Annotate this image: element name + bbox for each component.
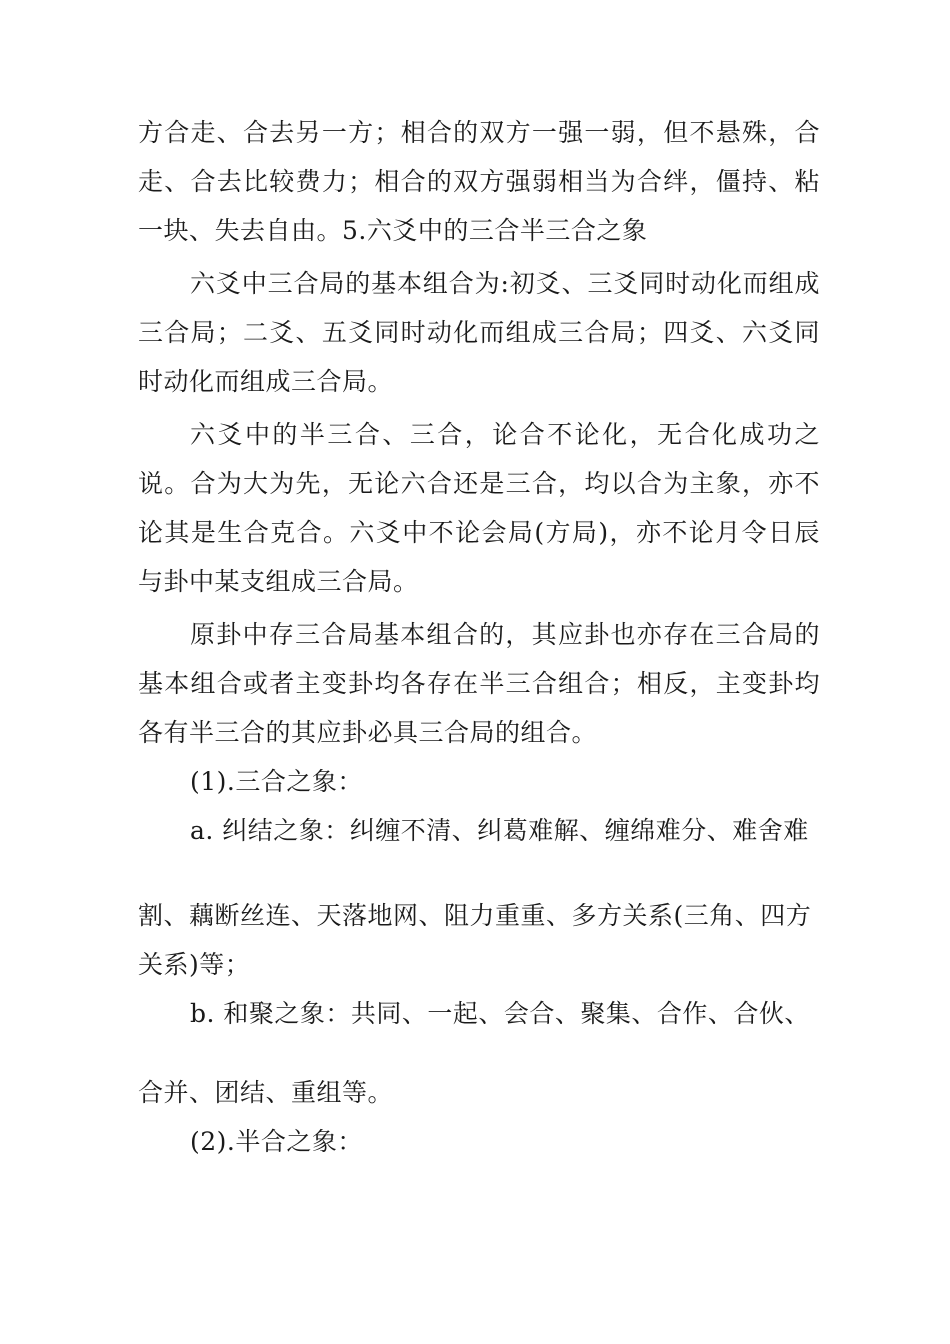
heading-half-combination: (2).半合之象：: [190, 1127, 363, 1156]
heading-three-combination: (1).三合之象：: [190, 767, 363, 796]
item-a-line-1: a. 纠结之象：纠缠不清、纠葛难解、缠绵难分、难舍难: [190, 816, 809, 845]
item-b-line-1: b. 和聚之象：共同、一起、会合、聚集、合作、合伙、: [190, 999, 810, 1028]
item-a-line-2: 割、藕断丝连、天落地网、阻力重重、多方关系(三角、四方关系)等；: [138, 901, 812, 979]
document-body: [138, 108, 820, 1166]
paragraph-2: 六爻中三合局的基本组合为:初爻、三爻同时动化而组成三合局；二爻、五爻同时动化而组成三合局；四爻、六爻同时动化而组成三合局。: [138, 269, 820, 396]
item-b-line-2: 合并、团结、重组等。: [138, 1078, 394, 1107]
paragraph-3: 六爻中的半三合、三合，论合不论化，无合化成功之说。合为大为先，无论六合还是三合，均以合为主象，亦不论其是生合克合。六爻中不论会局(方局)，亦不论月令日辰与卦中某支组成三合局。: [138, 420, 820, 596]
paragraph-4: 原卦中存三合局基本组合的，其应卦也亦存在三合局的基本组合或者主变卦均各存在半三合组合；相反，主变卦均各有半三合的其应卦必具三合局的组合。: [138, 620, 820, 747]
paragraph-1: 方合走、合去另一方；相合的双方一强一弱，但不悬殊，合走、合去比较费力；相合的双方强弱相当为合绊，僵持、粘一块、失去自由。5.六爻中的三合半三合之象: [138, 118, 820, 245]
